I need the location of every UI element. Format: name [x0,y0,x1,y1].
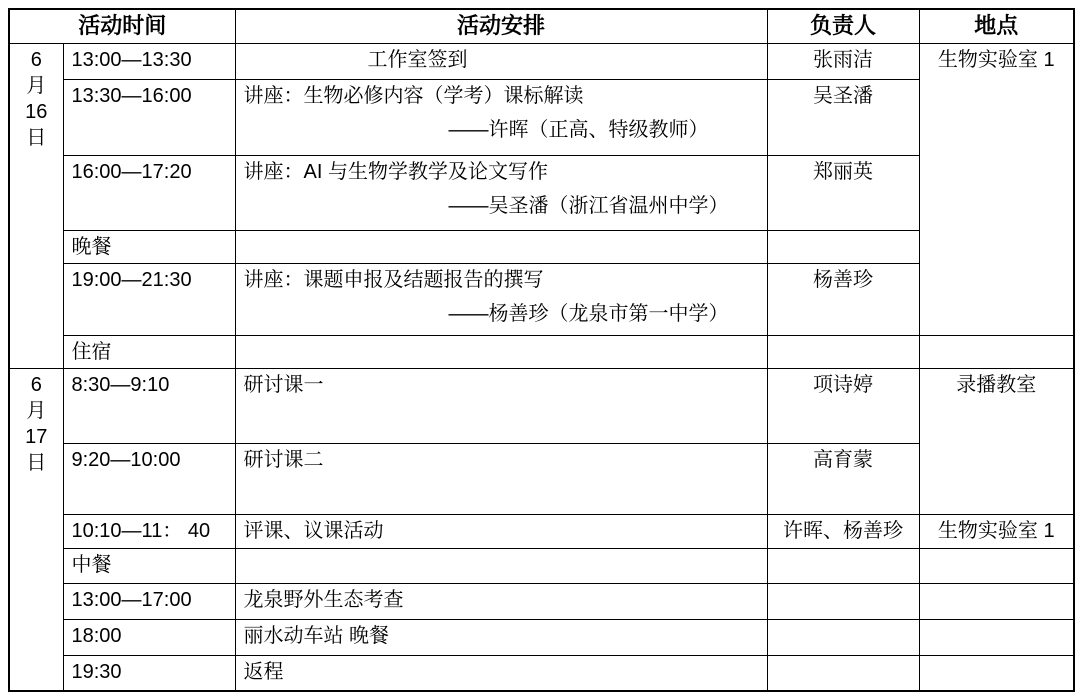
date-line: 月 [26,74,47,97]
activity-cell [235,79,767,155]
table-row [9,368,1074,443]
activity-line1: 讲座：AI 与生物学教学及论文写作 [243,160,548,183]
time-cell: 13:00—13:30 [63,43,235,79]
person-cell [767,655,919,691]
time-cell: 18:00 [63,619,235,655]
table-row [9,514,1074,548]
header-location: 地点 [919,9,1074,43]
time-cell: 16:00—17:20 [63,155,235,230]
location-cell [919,583,1074,619]
location-cell: 生物实验室 1 [919,43,1074,335]
person-cell: 杨善珍 [767,263,919,335]
activity-line2: ——杨善珍（龙泉市第一中学） [448,302,729,325]
activity-cell [235,263,767,335]
table-row [9,230,1074,263]
activity-cell: 工作室签到 [235,43,767,79]
person-cell [767,548,919,583]
time-cell: 19:00—21:30 [63,263,235,335]
time-cell: 晚餐 [63,230,235,263]
date-line: 月 [26,399,47,422]
table-row [9,263,1074,335]
activity-cell: 研讨课二 [235,443,767,514]
location-cell [919,335,1074,368]
activity-cell [235,230,767,263]
activity-cell [235,155,767,230]
person-cell: 许晖、杨善珍 [767,514,919,548]
time-cell: 13:30—16:00 [63,79,235,155]
date-cell-jun17 [9,368,63,691]
person-cell [767,583,919,619]
time-cell: 中餐 [63,548,235,583]
time-cell: 13:00—17:00 [63,583,235,619]
person-cell: 郑丽英 [767,155,919,230]
location-cell: 生物实验室 1 [919,514,1074,548]
activity-cell: 丽水动车站 晚餐 [235,619,767,655]
header-activity-plan: 活动安排 [235,9,767,43]
date-cell-jun16 [9,43,63,368]
time-cell: 10:10—11： 40 [63,514,235,548]
location-cell [919,619,1074,655]
date-line: 17 [25,425,48,448]
activity-line1: 讲座：课题申报及结题报告的撰写 [243,268,544,291]
date-line: 日 [26,451,47,474]
activity-cell [235,335,767,368]
time-cell: 9:20—10:00 [63,443,235,514]
activity-line1: 讲座：生物必修内容（学考）课标解读 [243,84,584,107]
schedule-table [8,8,1075,692]
activity-cell: 龙泉野外生态考查 [235,583,767,619]
date-line: 6 [30,373,42,396]
table-row [9,79,1074,155]
activity-cell [235,548,767,583]
time-cell: 19:30 [63,655,235,691]
table-row [9,443,1074,514]
time-cell: 住宿 [63,335,235,368]
person-cell: 吴圣潘 [767,79,919,155]
person-cell [767,335,919,368]
activity-line2: ——许晖（正高、特级教师） [448,118,709,141]
activity-cell: 返程 [235,655,767,691]
date-line: 16 [25,100,48,123]
location-cell: 录播教室 [919,368,1074,514]
location-cell [919,548,1074,583]
activity-cell: 评课、议课活动 [235,514,767,548]
time-cell: 8:30—9:10 [63,368,235,443]
table-row [9,619,1074,655]
table-row [9,655,1074,691]
date-line: 6 [30,48,42,71]
table-row [9,43,1074,79]
table-header-row [9,9,1074,43]
person-cell [767,619,919,655]
header-activity-time: 活动时间 [9,9,235,43]
activity-line2: ——吴圣潘（浙江省温州中学） [448,194,729,217]
table-row [9,155,1074,230]
table-row [9,583,1074,619]
person-cell: 高育蒙 [767,443,919,514]
person-cell: 张雨洁 [767,43,919,79]
person-cell [767,230,919,263]
header-person: 负责人 [767,9,919,43]
person-cell: 项诗婷 [767,368,919,443]
date-line: 日 [26,126,47,149]
table-row [9,548,1074,583]
activity-cell: 研讨课一 [235,368,767,443]
location-cell [919,655,1074,691]
table-row [9,335,1074,368]
